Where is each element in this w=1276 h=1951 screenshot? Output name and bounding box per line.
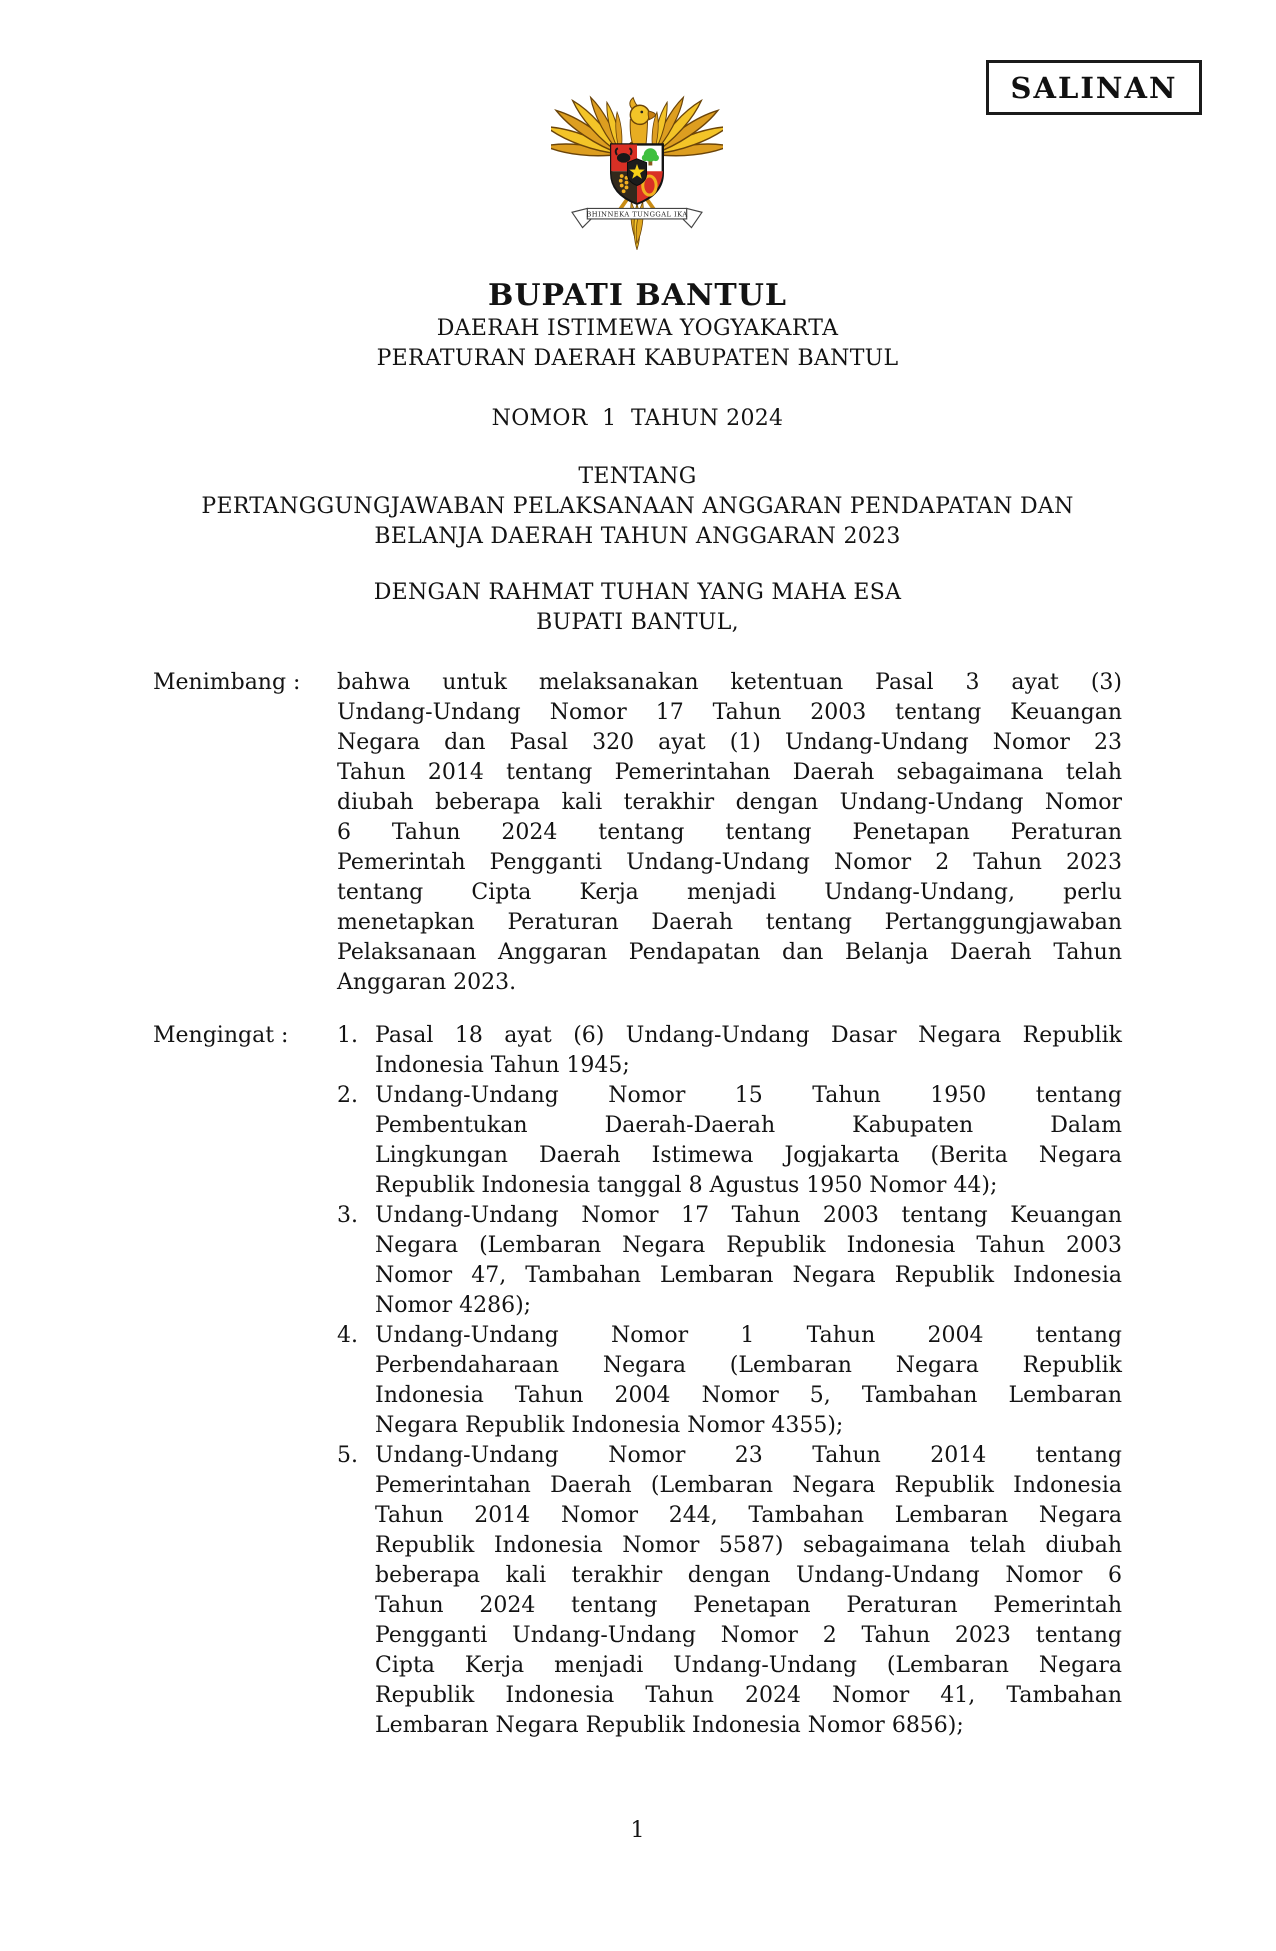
salinan-label: SALINAN [1010,70,1178,105]
text-line: Pembentukan Daerah-Daerah Kabupaten Dalam [375,1113,1122,1138]
list-item-text [375,1201,1122,1321]
text-line: Perbendaharaan Negara (Lembaran Negara Republik [375,1353,1122,1378]
text-line: Negara (Lembaran Negara Republik Indonesia Tahun 2003 [375,1233,1122,1258]
menimbang-label: Menimbang : [153,670,301,695]
text-line: Undang-Undang Nomor 15 Tahun 1950 tentang [375,1083,1122,1108]
salinan-stamp-box [986,60,1202,115]
text-line: Lingkungan Daerah Istimewa Jogjakarta (Berita Negara [375,1143,1122,1168]
text-line: Pengganti Undang-Undang Nomor 2 Tahun 2023 tentang [375,1623,1122,1648]
text-line: Republik Indonesia tanggal 8 Agustus 1950 Nomor 44); [375,1173,998,1198]
menimbang-paragraph [337,668,1122,998]
eye [640,111,643,114]
list-item-text [375,1321,1122,1441]
regulation-number: NOMOR 1 TAHUN 2024 [491,406,784,431]
text-line: Undang-Undang Nomor 17 Tahun 2003 tentang Keuangan [337,700,1122,725]
text-line: Tahun 2024 tentang Penetapan Peraturan Pemerintah [375,1593,1122,1618]
legal-basis-item [337,1441,1122,1741]
list-number: 3. [337,1203,358,1228]
list-number: 5. [337,1443,358,1468]
legal-basis-item [337,1201,1122,1321]
mengingat-list [337,1021,1122,1741]
regulation-title: PERATURAN DAERAH KABUPATEN BANTUL [376,346,899,371]
text-line: Indonesia Tahun 1945; [375,1053,630,1078]
text-line: 6 Tahun 2024 tentang tentang Penetapan Peraturan [337,820,1122,845]
text-line: menetapkan Peraturan Daerah tentang Pertanggungjawaban [337,910,1122,935]
mengingat-label: Mengingat : [153,1023,289,1048]
text-line: Cipta Kerja menjadi Undang-Undang (Lembaran Negara [375,1653,1122,1678]
beak [648,111,655,120]
text-line: Pelaksanaan Anggaran Pendapatan dan Belanja Daerah Tahun [337,940,1122,965]
region-title: DAERAH ISTIMEWA YOGYAKARTA [436,316,839,341]
text-line: Pemerintahan Daerah (Lembaran Negara Republik Indonesia [375,1473,1122,1498]
text-line: Anggaran 2023. [337,970,517,995]
text-line: Negara dan Pasal 320 ayat (1) Undang-Undang Nomor 23 [337,730,1122,755]
text-line: Tahun 2014 tentang Pemerintahan Daerah sebagaimana telah [337,760,1122,785]
list-number: 1. [337,1023,358,1048]
mengingat-section [153,1021,1122,1741]
list-item-text [375,1081,1122,1201]
invocation-line: DENGAN RAHMAT TUHAN YANG MAHA ESA [373,580,902,605]
tentang-heading: TENTANG [578,464,697,489]
text-line: beberapa kali terakhir dengan Undang-Undang Nomor 6 [375,1563,1122,1588]
pancasila-shield [611,144,663,203]
list-item-text [375,1441,1122,1741]
authority-line: BUPATI BANTUL, [536,610,739,635]
list-item-text [375,1021,1122,1081]
text-line: Undang-Undang Nomor 1 Tahun 2004 tentang [375,1323,1122,1348]
text-line: Pasal 18 ayat (6) Undang-Undang Dasar Negara Republik [375,1023,1122,1048]
text-line: Undang-Undang Nomor 17 Tahun 2003 tentang Keuangan [375,1203,1122,1228]
text-line: Undang-Undang Nomor 23 Tahun 2014 tentang [375,1443,1122,1468]
subject-line-1: PERTANGGUNGJAWABAN PELAKSANAAN ANGGARAN PENDAPATAN DAN [201,494,1074,519]
head [630,98,656,125]
list-number: 2. [337,1083,358,1108]
text-line: Pemerintah Pengganti Undang-Undang Nomor 2 Tahun 2023 [337,850,1122,875]
subject-line-2: BELANJA DAERAH TAHUN ANGGARAN 2023 [374,524,901,549]
office-title: BUPATI BANTUL [488,278,787,313]
text-line: Republik Indonesia Nomor 5587) sebagaimana telah diubah [375,1533,1122,1558]
motto-text: BHINNEKA TUNGGAL IKA [586,210,688,219]
garuda-pancasila-emblem [551,58,723,250]
text-line: Indonesia Tahun 2004 Nomor 5, Tambahan Lembaran [375,1383,1122,1408]
legal-basis-item [337,1081,1122,1201]
text-line: tentang Cipta Kerja menjadi Undang-Undang, perlu [337,880,1122,905]
list-number: 4. [337,1323,358,1348]
text-line: Negara Republik Indonesia Nomor 4355); [375,1413,844,1438]
legal-basis-item [337,1321,1122,1441]
text-line: diubah beberapa kali terakhir dengan Undang-Undang Nomor [337,790,1122,815]
text-line: Nomor 4286); [375,1293,532,1318]
text-line: Lembaran Negara Republik Indonesia Nomor 6856); [375,1713,964,1738]
page-number: 1 [630,1818,645,1843]
legal-basis-item [337,1021,1122,1081]
text-line: Nomor 47, Tambahan Lembaran Negara Republik Indonesia [375,1263,1122,1288]
text-line: Tahun 2014 Nomor 244, Tambahan Lembaran Negara [375,1503,1122,1528]
text-line: Republik Indonesia Tahun 2024 Nomor 41, Tambahan [375,1683,1122,1708]
title-block [153,278,1122,638]
menimbang-section [153,668,1122,998]
text-line: bahwa untuk melaksanakan ketentuan Pasal 3 ayat (3) [337,670,1122,695]
